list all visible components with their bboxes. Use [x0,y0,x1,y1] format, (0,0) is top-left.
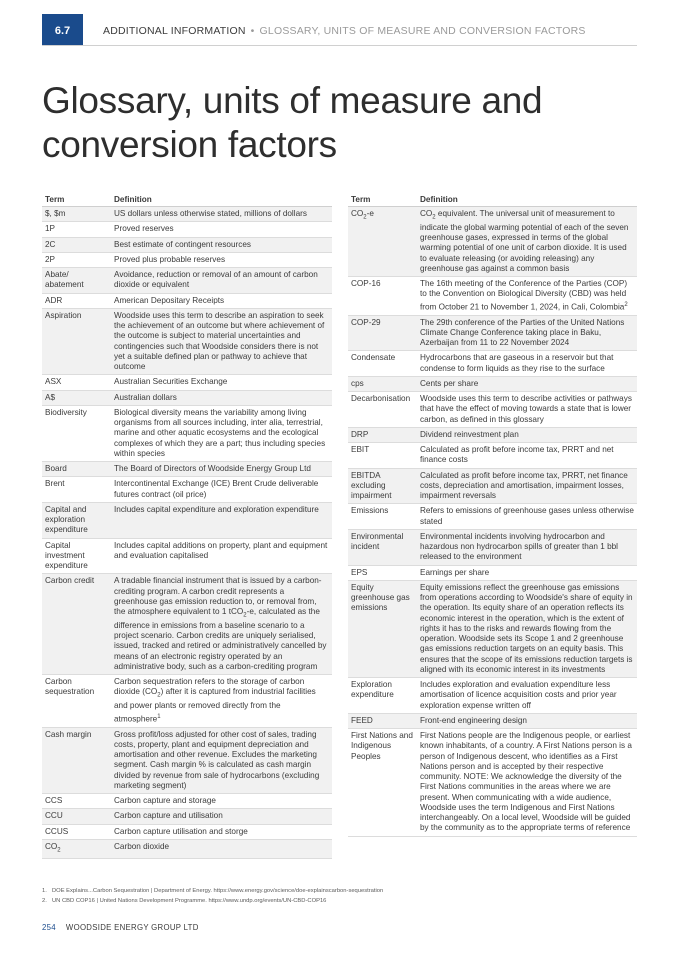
footnote-text: UN CBD COP16 | United Nations Development Programme. https://www.undp.org/events/UN-CBD-COP16 [52,897,327,904]
header-divider [42,45,637,46]
glossary-term: Emissions [348,504,417,530]
glossary-definition: Woodside uses this term to describe an aspiration to seek the achievement of an outcome but where achievement of the outcome is subject to material uncertainties and contingencies such that Woodside considers there is not yet a suitable defined plan or pathway to achieve that outcome [111,308,332,375]
glossary-definition: The 29th conference of the Parties of the United Nations Climate Change Conference taking place in Baku, Azerbaijan from 11 to 22 November 2024 [417,315,637,351]
glossary-definition: Australian dollars [111,390,332,405]
glossary-definition: US dollars unless otherwise stated, millions of dollars [111,207,332,222]
glossary-definition: Hydrocarbons that are gaseous in a reservoir but that condense to form liquids as they rise to the surface [417,351,637,377]
table-row [42,390,332,405]
glossary-definition: The Board of Directors of Woodside Energy Group Ltd [111,462,332,477]
table-row [348,529,637,565]
glossary-term: 2C [42,237,111,252]
glossary-term: $, $m [42,207,111,222]
glossary-definition: Front-end engineering design [417,713,637,728]
glossary-term: COP-16 [348,277,417,315]
glossary-term: CCU [42,809,111,824]
table-row [42,675,332,727]
glossary-term: First Nations and Indigenous Peoples [348,729,417,837]
table-row [42,477,332,503]
glossary-definition: Gross profit/loss adjusted for other cost of sales, trading costs, property, plant and equipment depreciation and amortisation and other revenue. Excludes the marketing segment. Cash margin % is calculated as cash margin divided by revenue from sale of hydrocarbons (excluding marketing segment) [111,727,332,794]
glossary-term: Equity greenhouse gas emissions [348,580,417,677]
subsection-title: GLOSSARY, UNITS OF MEASURE AND CONVERSION FACTORS [259,25,586,37]
glossary-term: Exploration expenditure [348,678,417,714]
table-row [42,222,332,237]
glossary-term: $CO_2-e$ [348,207,417,277]
glossary-term: COP-29 [348,315,417,351]
glossary-definition: Includes exploration and evaluation expenditure less amortisation of licence acquisition costs and prior year exploration expense written off [417,678,637,714]
glossary-table-right [348,194,637,837]
glossary-term: 1P [42,222,111,237]
glossary-definition: Carbon capture and storage [111,794,332,809]
glossary-term: ADR [42,293,111,308]
glossary-definition: Avoidance, reduction or removal of an amount of carbon dioxide or equivalent [111,268,332,294]
glossary-definition: Carbon capture utilisation and storge [111,824,332,839]
glossary-definition: The 16th meeting of the Conference of the Parties (COP) to the Convention on Biological Diversity (CBD) was held from October 21 to November 1, 2024, in Cali, Colombia$^2$ [417,277,637,315]
footnote-text: DOE Explains...Carbon Sequestration | Department of Energy. https://www.energy.gov/science/doe-explainscarbon-sequestration [52,888,384,894]
glossary-term: Capital investment expenditure [42,538,111,574]
glossary-definition: Best estimate of contingent resources [111,237,332,252]
table-row [42,794,332,809]
glossary-term: CCUS [42,824,111,839]
table-row [42,207,332,222]
glossary-term: 2P [42,252,111,267]
glossary-term: DRP [348,427,417,442]
section-number-badge: 6.7 [42,14,83,46]
table-row [348,277,637,315]
table-row [42,824,332,839]
table-row [348,443,637,469]
glossary-term: Cash margin [42,727,111,794]
company-name: WOODSIDE ENERGY GROUP LTD [65,923,199,932]
glossary-definition: Cents per share [417,376,637,391]
term-column-header: Term [348,194,417,207]
glossary-definition: Intercontinental Exchange (ICE) Brent Crude deliverable futures contract (oil price) [111,477,332,503]
glossary-definition: Includes capital additions on property, plant and equipment and evaluation capitalised [111,538,332,574]
table-row [348,580,637,677]
page-number: 254 [42,923,56,932]
table-row [348,392,637,428]
glossary-definition: Biological diversity means the variability among living organisms from all sources including, inter alia, terrestrial, marine and other aquatic ecosystems and the ecological complexes of which they are a part; thus including species within species [111,405,332,461]
definition-column-header: Definition [111,194,332,207]
footnote-number: 1. [42,888,47,894]
glossary-term: A$ [42,390,111,405]
glossary-definition: Calculated as profit before income tax, PRRT, net finance costs, depreciation and amortisation, impairment losses, impairment reversals [417,468,637,504]
glossary-term: Capital and exploration expenditure [42,502,111,538]
glossary-definition: A tradable financial instrument that is issued by a carbon-crediting program. A carbon credit represents a greenhouse gas emission reduction to, or removal from, the atmosphere equivalent to 1 tCO$_2$-e, calculated as the difference in emissions from a baseline scenario to a project scenario. Carbon credits are uniquely serialised, issued, tracked and retired or administratively cancelled by means of an electronic registry operated by an administrative body, such as a carbon-crediting program [111,574,332,675]
table-header-row [348,194,637,207]
breadcrumb [103,25,586,37]
table-row [42,538,332,574]
table-row [348,376,637,391]
glossary-term: Aspiration [42,308,111,375]
glossary-definition: Proved plus probable reserves [111,252,332,267]
glossary-term: Decarbonisation [348,392,417,428]
table-row [42,405,332,461]
glossary-definition: Equity emissions reflect the greenhouse gas emissions from operations according to Woodside's share of equity in the operation. Its equity share of an operation reflects its economic interest in the operation, which is the extent of rights it has to the risks and rewards flowing from the operation. Woodside sets its Scope 1 and 2 greenhouse gas emissions reduction targets on an equity basis. This ensures that the scope of its emissions reduction targets is aligned with its economic interest in its investments [417,580,637,677]
table-row [42,375,332,390]
glossary-table-left [42,194,332,859]
glossary-definition: First Nations people are the Indigenous people, or earliest known inhabitants, of a country. A First Nations person is a person of Indigenous descent, who identifies as a First Nations person and is accepted by their respective community. NOTE: We acknowledge the diversity of the First Nations communities in the areas where we are present. When communicating with a wide audience, Woodside uses the term Indigenous and First Nations interchangeably. On a local level, Woodside will be guided by the community as to the appropriate terms of reference [417,729,637,837]
glossary-definition: Carbon capture and utilisation [111,809,332,824]
table-row [42,839,332,858]
footnote [42,897,383,907]
table-row [42,727,332,794]
table-row [42,293,332,308]
table-row [348,729,637,837]
glossary-definition: Carbon sequestration refers to the storage of carbon dioxide $(CO_2)$ after it is captured from industrial facilities and power plants or removed directly from the atmosphere$^1$ [111,675,332,727]
glossary-definition: Refers to emissions of greenhouse gases unless otherwise stated [417,504,637,530]
glossary-term: Condensate [348,351,417,377]
glossary-definition: Calculated as profit before income tax, PRRT and net finance costs [417,443,637,469]
glossary-term: FEED [348,713,417,728]
glossary-term: Environmental incident [348,529,417,565]
table-row [348,713,637,728]
table-row [42,237,332,252]
glossary-term: EPS [348,565,417,580]
table-row [348,315,637,351]
glossary-definition: Woodside uses this term to describe activities or pathways that have the effect of moving towards a state that is lower carbon, as defined in this glossary [417,392,637,428]
table-row [348,565,637,580]
glossary-definition: Includes capital expenditure and exploration expenditure [111,502,332,538]
table-row [42,462,332,477]
section-title: ADDITIONAL INFORMATION [103,25,246,37]
table-row [348,427,637,442]
glossary-definition: $CO_2$ equivalent. The universal unit of measurement to indicate the global warming potential of each of the seven greenhouse gases, expressed in terms of the global warming potential of one unit of carbon dioxide. It is used to evaluate releasing (or avoiding releasing) any greenhouse gas against a common basis [417,207,637,277]
glossary-term: Brent [42,477,111,503]
footnote [42,887,383,897]
table-row [348,678,637,714]
table-row [42,308,332,375]
glossary-definition: Carbon dioxide [111,839,332,858]
table-row [42,268,332,294]
table-row [42,809,332,824]
table-row [348,207,637,277]
glossary-definition: American Depositary Receipts [111,293,332,308]
glossary-term: Board [42,462,111,477]
glossary-definition: Dividend reinvestment plan [417,427,637,442]
table-row [348,504,637,530]
glossary-term: ASX [42,375,111,390]
glossary-term: Abate/ abatement [42,268,111,294]
glossary-definition: Earnings per share [417,565,637,580]
glossary-term: Carbon sequestration [42,675,111,727]
breadcrumb-separator: • [250,25,255,37]
glossary-definition: Australian Securities Exchange [111,375,332,390]
table-header-row [42,194,332,207]
table-row [348,468,637,504]
glossary-term: cps [348,376,417,391]
table-row [42,502,332,538]
glossary-term: Carbon credit [42,574,111,675]
glossary-term: EBITDA excluding impairment [348,468,417,504]
footnote-number: 2. [42,897,47,904]
definition-column-header: Definition [417,194,637,207]
table-row [42,252,332,267]
term-column-header: Term [42,194,111,207]
glossary-term: Biodiversity [42,405,111,461]
page-title: Glossary, units of measure and conversion factors [42,80,543,165]
glossary-term: EBIT [348,443,417,469]
footnotes [42,887,383,906]
glossary-definition: Environmental incidents involving hydrocarbon and hazardous non hydrocarbon spills of greater than 1 bbl released to the environment [417,529,637,565]
table-row [348,351,637,377]
glossary-definition: Proved reserves [111,222,332,237]
glossary-term: $CO_2$ [42,839,111,858]
table-row [42,574,332,675]
page-footer [42,923,199,932]
glossary-term: CCS [42,794,111,809]
